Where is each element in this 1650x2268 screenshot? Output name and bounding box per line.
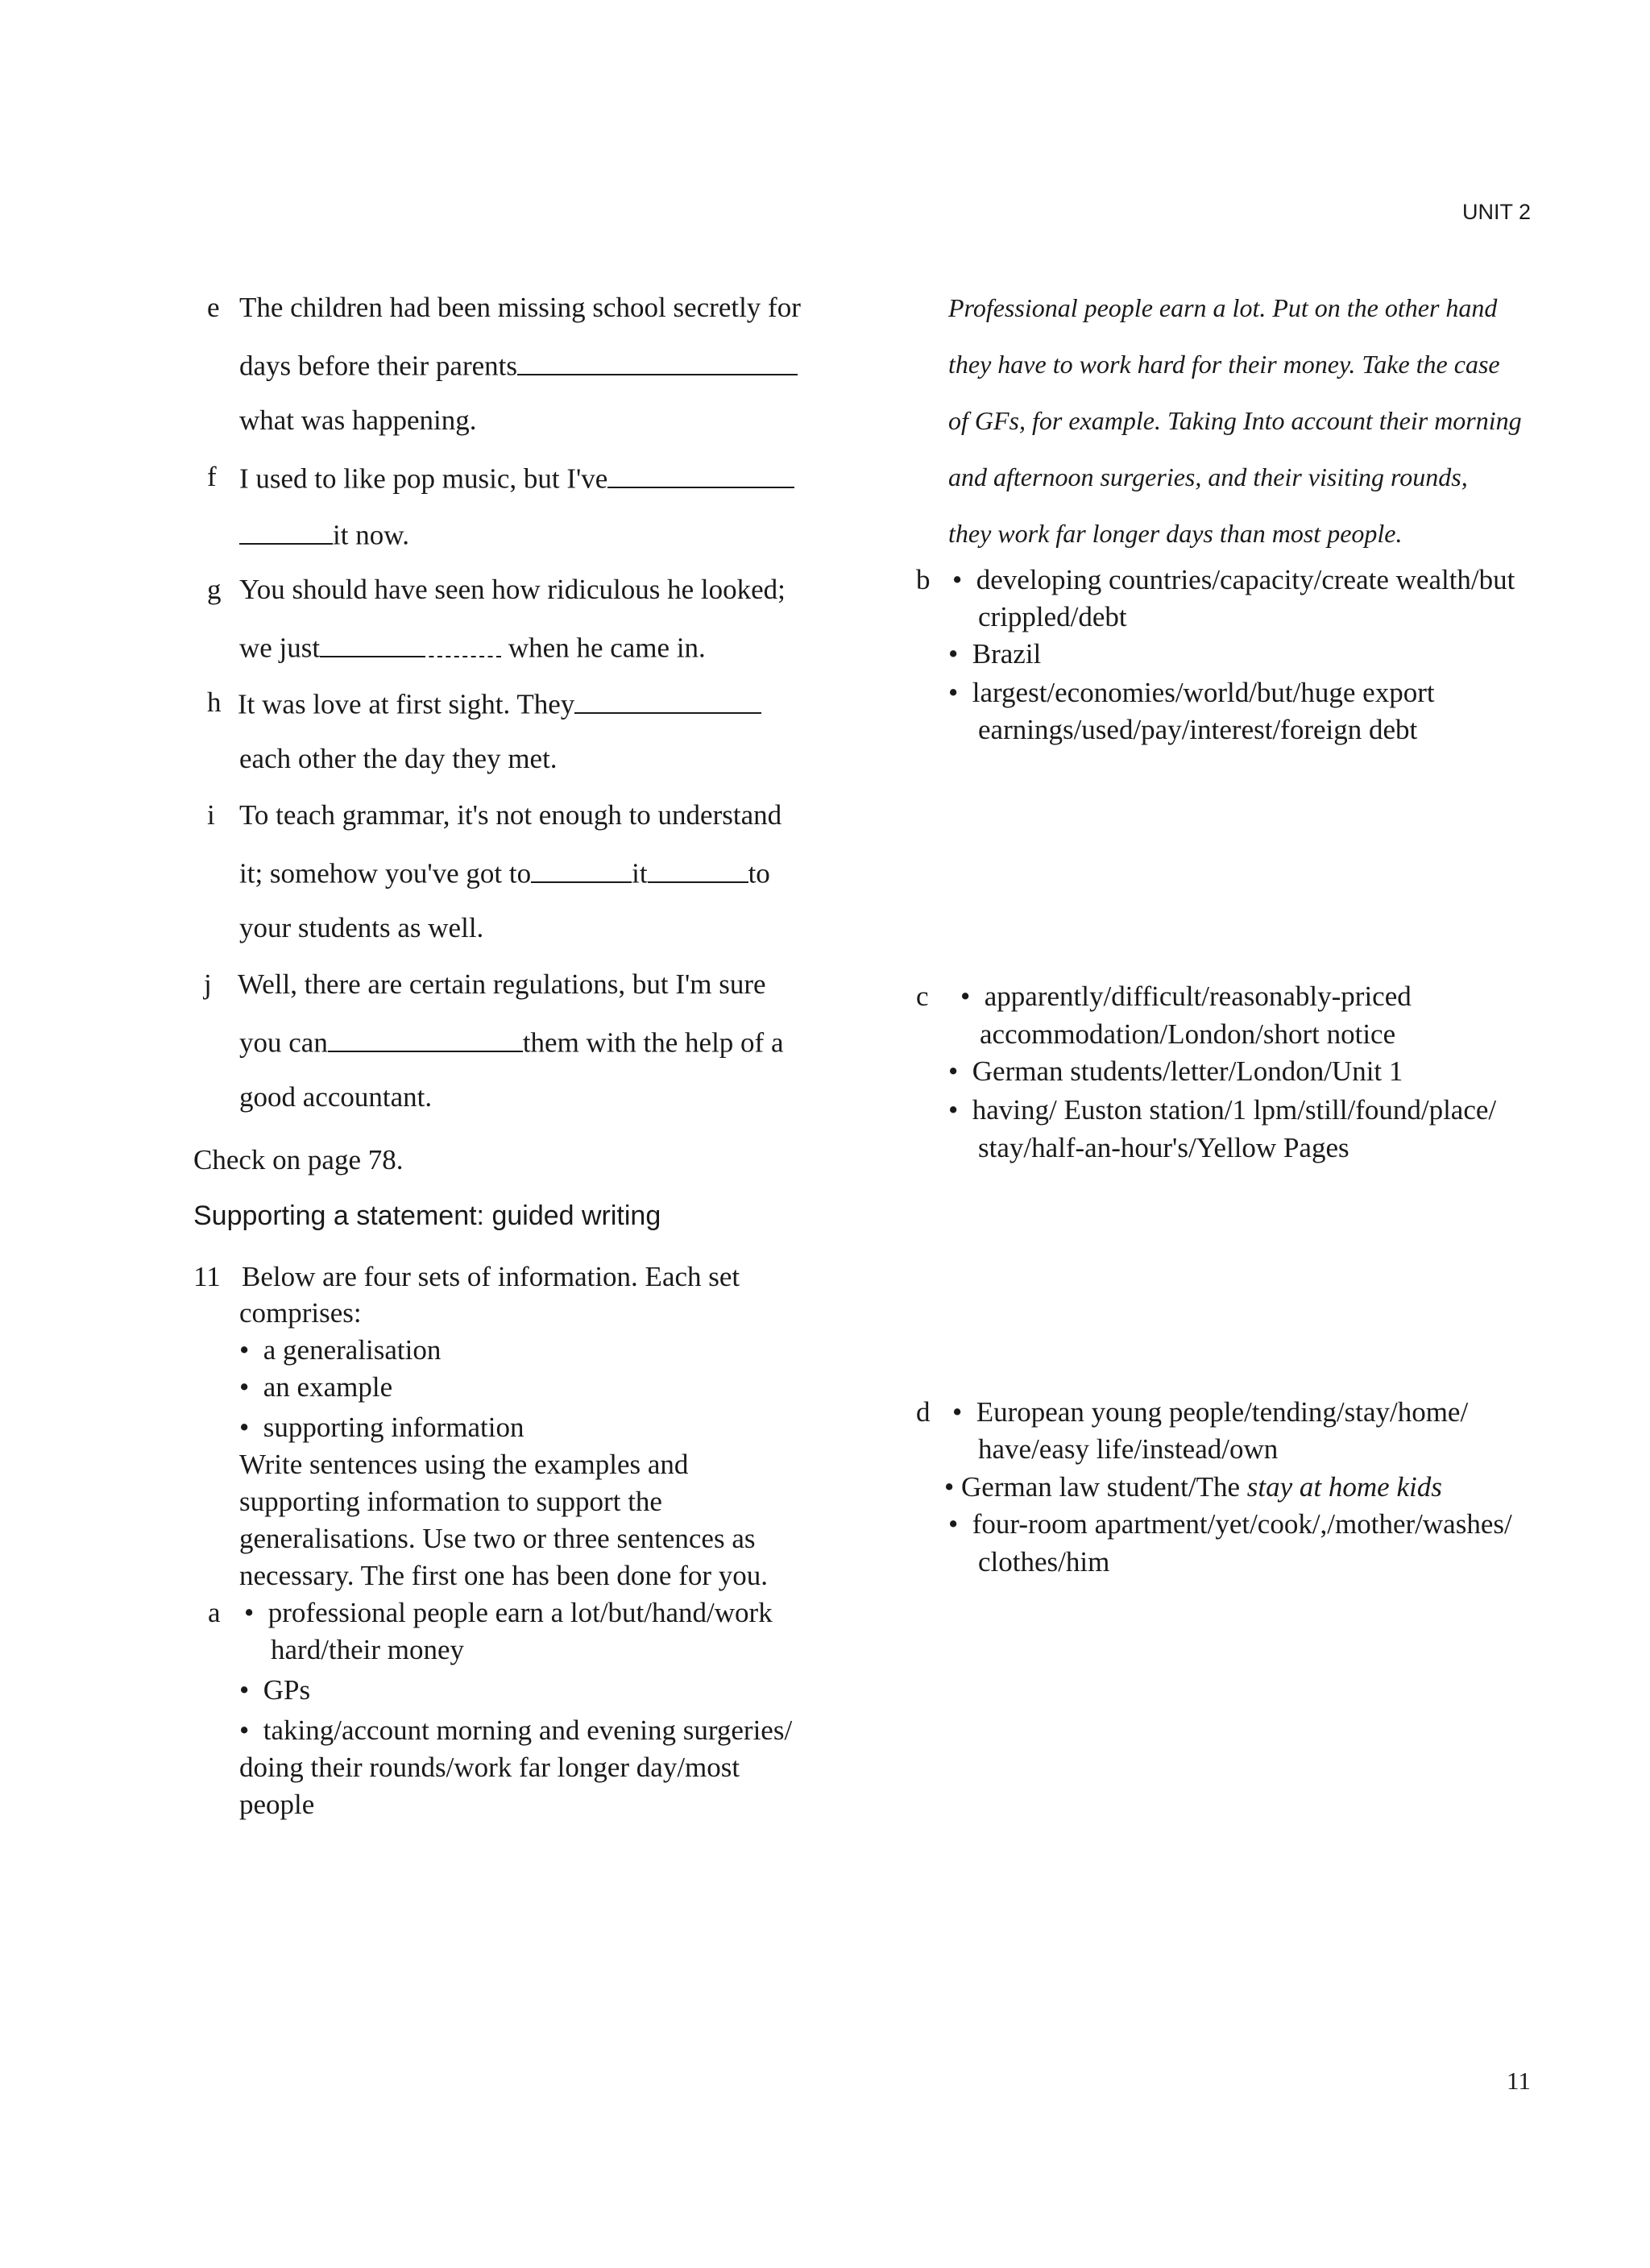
item-i-line2: it; somehow you've got to it to: [239, 856, 770, 890]
set-c-bullet1: • apparently/difficult/reasonably-priced: [960, 981, 1412, 1012]
set-c-letter: c: [916, 981, 929, 1012]
example-line: they have to work hard for their money. Take the case: [948, 350, 1500, 379]
item-h-line1: It was love at first sight. They: [238, 686, 761, 721]
item-j-line2: you can them with the help of a: [239, 1025, 784, 1059]
example-line: Professional people earn a lot. Put on the other hand: [948, 293, 1498, 322]
exercise-bullet: • an example: [239, 1371, 393, 1403]
set-d-bullet1-cont: have/easy life/instead/own: [978, 1433, 1279, 1465]
exercise-instruction-line: necessary. The first one has been done for you.: [239, 1560, 769, 1591]
item-g-line2: we just when he came in.: [239, 630, 706, 665]
answer-blank[interactable]: [574, 686, 761, 714]
set-c-bullet3: • having/ Euston station/1 lpm/still/found/place/: [948, 1094, 1497, 1126]
set-b-bullet3-cont: earnings/used/pay/interest/foreign debt: [978, 714, 1418, 745]
answer-blank[interactable]: [607, 461, 794, 488]
set-a-bullet3-cont: doing their rounds/work far longer day/most: [239, 1752, 740, 1783]
set-b-bullet1-cont: crippled/debt: [978, 601, 1127, 632]
item-e-line1: The children had been missing school secretly for: [239, 292, 801, 323]
set-c-bullet2: • German students/letter/London/Unit 1: [948, 1055, 1403, 1087]
set-a-bullet2: • GPs: [239, 1674, 311, 1706]
answer-blank[interactable]: [320, 630, 421, 657]
exercise-instruction-line: Write sentences using the examples and: [239, 1449, 689, 1480]
answer-blank[interactable]: [648, 856, 748, 883]
item-e-letter: e: [207, 292, 220, 323]
item-j-line1: Well, there are certain regulations, but I'm sure: [238, 968, 766, 1000]
check-note: Check on page 78.: [193, 1144, 404, 1175]
page-number: 11: [1507, 2067, 1531, 2095]
exercise-bullet: • a generalisation: [239, 1334, 442, 1366]
item-h-line2: each other the day they met.: [239, 743, 558, 774]
item-f-letter: f: [207, 461, 217, 492]
set-a-bullet1: • professional people earn a lot/but/hand/work: [244, 1597, 773, 1628]
set-a-bullet3-cont: people: [239, 1789, 315, 1820]
set-d-bullet1: • European young people/tending/stay/home/: [952, 1396, 1469, 1428]
example-line: they work far longer days than most people.: [948, 519, 1403, 548]
unit-label: UNIT 2: [1462, 200, 1532, 224]
set-b-bullet2: • Brazil: [948, 638, 1042, 670]
exercise-intro-line1: Below are four sets of information. Each set: [242, 1261, 740, 1292]
exercise-bullet: • supporting information: [239, 1412, 524, 1443]
item-h-letter: h: [207, 686, 222, 718]
set-b-letter: b: [916, 564, 931, 595]
set-b-bullet1: • developing countries/capacity/create wealth/but: [952, 564, 1515, 595]
item-i-letter: i: [207, 799, 215, 831]
item-j-letter: j: [204, 968, 212, 1000]
item-g-letter: g: [207, 574, 222, 605]
example-line: of GFs, for example. Taking Into account their morning: [948, 406, 1522, 435]
set-a-bullet1-cont: hard/their money: [271, 1634, 465, 1665]
set-b-bullet3: • largest/economies/world/but/huge export: [948, 677, 1435, 708]
answer-blank[interactable]: [239, 517, 333, 545]
set-d-bullet3: • four-room apartment/yet/cook/,/mother/washes/: [948, 1508, 1512, 1540]
item-i-line3: your students as well.: [239, 912, 484, 943]
answer-blank[interactable]: [517, 348, 798, 375]
set-c-bullet3-cont: stay/half-an-hour's/Yellow Pages: [978, 1132, 1349, 1163]
item-f-line2: it now.: [239, 517, 409, 552]
item-e-line2: days before their parents: [239, 348, 798, 383]
item-j-line3: good accountant.: [239, 1081, 433, 1113]
answer-blank[interactable]: [531, 856, 632, 883]
answer-blank[interactable]: [328, 1025, 523, 1052]
exercise-instruction-line: generalisations. Use two or three sentences as: [239, 1523, 756, 1554]
set-a-letter: a: [208, 1597, 221, 1628]
set-d-letter: d: [916, 1396, 931, 1428]
exercise-number: 11: [193, 1261, 221, 1292]
item-g-line1: You should have seen how ridiculous he looked;: [239, 574, 786, 605]
set-d-bullet3-cont: clothes/him: [978, 1546, 1110, 1578]
item-i-line1: To teach grammar, it's not enough to understand: [239, 799, 782, 831]
exercise-intro-line2: comprises:: [239, 1297, 362, 1329]
item-f-line1: I used to like pop music, but I've: [239, 461, 794, 495]
set-c-bullet1-cont: accommodation/London/short notice: [980, 1018, 1396, 1050]
exercise-instruction-line: supporting information to support the: [239, 1486, 662, 1517]
set-d-bullet2: • German law student/The stay at home kids: [944, 1471, 1442, 1503]
answer-blank[interactable]: [421, 630, 501, 657]
set-a-bullet3: • taking/account morning and evening surgeries/: [239, 1714, 793, 1746]
section-heading: Supporting a statement: guided writing: [193, 1200, 661, 1231]
example-line: and afternoon surgeries, and their visiting rounds,: [948, 462, 1468, 491]
item-e-line3: what was happening.: [239, 404, 477, 436]
